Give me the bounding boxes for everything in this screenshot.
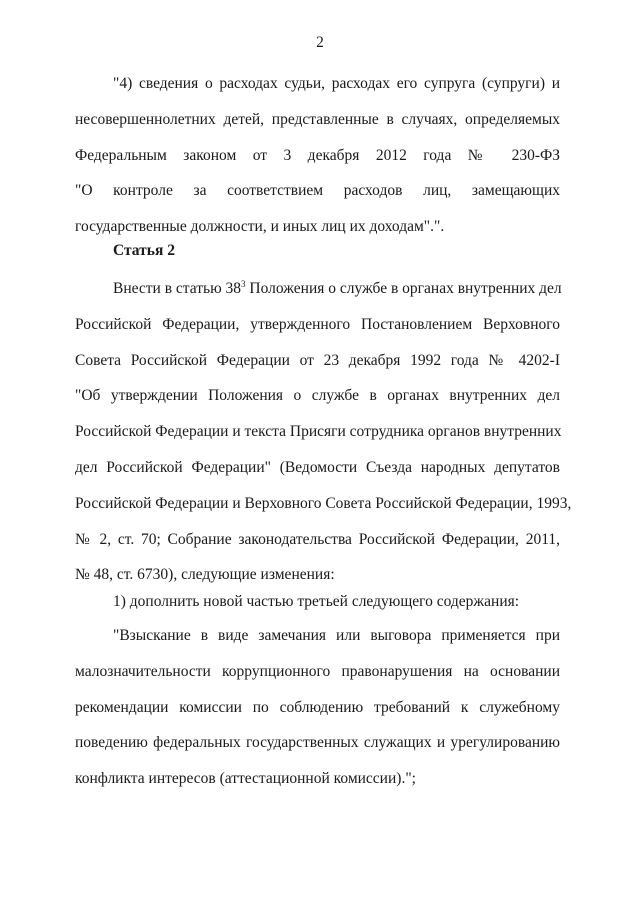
text-line: № 2, ст. 70; Собрание законодательства Российской Федерации, 2011, bbox=[75, 530, 560, 548]
text-line: Российской Федерации, утвержденного Постановлением Верховного bbox=[75, 315, 560, 333]
page-number: 2 bbox=[316, 34, 324, 51]
text-fragment: Внести в статью 38 bbox=[113, 280, 242, 297]
text-line: конфликта интересов (аттестационной комиссии)."; bbox=[75, 770, 416, 788]
text-line-with-superscript bbox=[75, 271, 560, 307]
text-line: 1) дополнить новой частью третьей следующего содержания: bbox=[113, 593, 520, 610]
text-line: Совета Российской Федерации от 23 декабря 1992 года № 4202-I bbox=[75, 351, 560, 369]
text-line: Федеральным законом от 3 декабря 2012 года № 230-ФЗ bbox=[75, 146, 560, 164]
text-line: дел Российской Федерации" (Ведомости Съезда народных депутатов bbox=[75, 458, 560, 476]
text-line: государственные должности, и иных лиц их доходам".". bbox=[75, 218, 445, 236]
paragraph-quoted-text bbox=[75, 618, 560, 797]
text-line: "О контроле за соответствием расходов лиц, замещающих bbox=[75, 182, 560, 200]
text-line: малозначительности коррупционного правонарушения на основании bbox=[75, 662, 560, 680]
article-heading: Статья 2 bbox=[113, 242, 175, 259]
text-fragment: Положения о службе в органах внутренних дел bbox=[245, 280, 562, 297]
text-line: "Об утверждении Положения о службе в органах внутренних дел bbox=[75, 387, 560, 405]
text-line: Российской Федерации и Верховного Совета Российской Федерации, 1993, bbox=[75, 494, 572, 512]
superscript: 3 bbox=[241, 278, 246, 289]
paragraph-amendment-4 bbox=[75, 66, 560, 245]
text-line: несовершеннолетних детей, представленные в случаях, определяемых bbox=[75, 110, 560, 128]
paragraph-item-1 bbox=[75, 584, 560, 620]
text-line: поведению федеральных государственных служащих и урегулированию bbox=[75, 734, 560, 752]
text-line: "4) сведения о расходах судьи, расходах его супруга (супруги) и bbox=[113, 75, 560, 92]
text-line: рекомендации комиссии по соблюдению требований к служебному bbox=[75, 698, 560, 716]
paragraph-article-2 bbox=[75, 271, 572, 593]
text-line: "Взыскание в виде замечания или выговора применяется при bbox=[113, 627, 560, 644]
text-line: № 48, ст. 6730), следующие изменения: bbox=[75, 566, 335, 584]
text-line: Российской Федерации и текста Присяги сотрудника органов внутренних bbox=[75, 423, 562, 441]
